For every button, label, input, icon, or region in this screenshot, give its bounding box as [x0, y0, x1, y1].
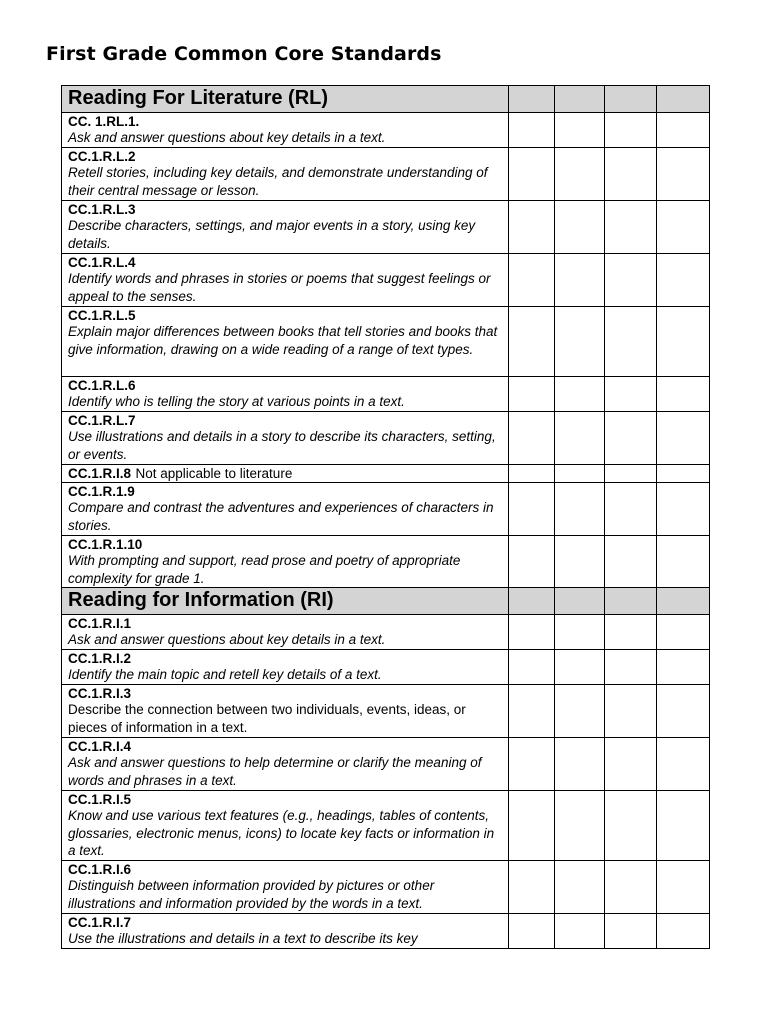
check-cell[interactable]	[555, 685, 605, 738]
check-cell[interactable]	[509, 148, 555, 201]
table-row	[62, 113, 710, 148]
check-cell[interactable]	[605, 377, 657, 412]
standard-cell	[62, 791, 509, 861]
standard-code: CC. 1.RL.1.	[68, 114, 140, 129]
standard-code: CC.1.R.I.2	[68, 651, 132, 666]
check-cell[interactable]	[509, 650, 555, 685]
standard-description: Ask and answer questions about key details in a text.	[68, 130, 386, 145]
standard-cell	[62, 201, 509, 254]
check-cell[interactable]	[555, 254, 605, 307]
standard-cell	[62, 536, 509, 588]
check-cell[interactable]	[555, 86, 605, 113]
section-heading: Reading For Literature (RL)	[62, 86, 509, 113]
check-cell[interactable]	[509, 483, 555, 536]
check-cell[interactable]	[657, 791, 710, 861]
check-cell[interactable]	[555, 465, 605, 483]
check-cell[interactable]	[605, 148, 657, 201]
standard-code: CC.1.R.L.4	[68, 255, 136, 270]
standard-code: CC.1.R.I.3	[68, 686, 132, 701]
check-cell[interactable]	[555, 588, 605, 615]
table-row	[62, 201, 710, 254]
check-cell[interactable]	[605, 483, 657, 536]
page-title: First Grade Common Core Standards	[46, 43, 442, 65]
standard-description: Identify who is telling the story at various points in a text.	[68, 394, 405, 409]
standards-table	[61, 85, 710, 949]
check-cell[interactable]	[605, 650, 657, 685]
standard-description: With prompting and support, read prose and poetry of appropriate complexity for grade 1.	[68, 553, 461, 586]
check-cell[interactable]	[605, 86, 657, 113]
standard-code: CC.1.R.L.3	[68, 202, 136, 217]
check-cell[interactable]	[509, 377, 555, 412]
check-cell[interactable]	[605, 113, 657, 148]
check-cell[interactable]	[509, 412, 555, 465]
standard-description: Compare and contrast the adventures and experiences of characters in stories.	[68, 500, 494, 533]
check-cell[interactable]	[509, 861, 555, 914]
table-row	[62, 791, 710, 861]
table-row	[62, 914, 710, 949]
check-cell[interactable]	[509, 536, 555, 588]
standard-description: Know and use various text features (e.g., headings, tables of contents, glossaries, electronic menus, icons) to locate key facts or information in a text.	[68, 808, 495, 858]
standard-cell	[62, 412, 509, 465]
standard-cell	[62, 377, 509, 412]
check-cell[interactable]	[555, 914, 605, 949]
standard-description: Retell stories, including key details, and demonstrate understanding of their central message or lesson.	[68, 165, 488, 198]
check-cell[interactable]	[555, 113, 605, 148]
check-cell[interactable]	[605, 465, 657, 483]
standard-description: Identify the main topic and retell key details of a text.	[68, 667, 382, 682]
check-cell[interactable]	[555, 791, 605, 861]
check-cell[interactable]	[657, 113, 710, 148]
standard-description: Use the illustrations and details in a text to describe its key	[68, 931, 418, 946]
check-cell[interactable]	[605, 588, 657, 615]
check-cell[interactable]	[509, 738, 555, 791]
standard-note: Not applicable to literature	[135, 466, 293, 481]
check-cell[interactable]	[657, 307, 710, 377]
check-cell[interactable]	[509, 254, 555, 307]
check-cell[interactable]	[605, 412, 657, 465]
standard-code: CC.1.R.I.7	[68, 915, 132, 930]
check-cell[interactable]	[657, 465, 710, 483]
standard-cell	[62, 650, 509, 685]
check-cell[interactable]	[555, 412, 605, 465]
check-cell[interactable]	[509, 307, 555, 377]
standard-cell	[62, 148, 509, 201]
standard-cell	[62, 465, 509, 483]
table-row	[62, 377, 710, 412]
check-cell[interactable]	[657, 86, 710, 113]
check-cell[interactable]	[605, 254, 657, 307]
standard-description: Distinguish between information provided by pictures or other illustrations and information provided by the words in a text.	[68, 878, 435, 911]
standard-cell	[62, 685, 509, 738]
check-cell[interactable]	[657, 861, 710, 914]
check-cell[interactable]	[657, 914, 710, 949]
table-row	[62, 307, 710, 377]
check-cell[interactable]	[509, 914, 555, 949]
check-cell[interactable]	[509, 113, 555, 148]
check-cell[interactable]	[605, 861, 657, 914]
check-cell[interactable]	[605, 615, 657, 650]
standard-cell	[62, 914, 509, 949]
table-row	[62, 738, 710, 791]
standard-cell	[62, 738, 509, 791]
check-cell[interactable]	[509, 86, 555, 113]
check-cell[interactable]	[555, 615, 605, 650]
table-row	[62, 483, 710, 536]
check-cell[interactable]	[657, 536, 710, 588]
check-cell[interactable]	[555, 201, 605, 254]
check-cell[interactable]	[555, 650, 605, 685]
check-cell[interactable]	[657, 148, 710, 201]
check-cell[interactable]	[605, 307, 657, 377]
standard-code: CC.1.R.L.6	[68, 378, 136, 393]
check-cell[interactable]	[555, 738, 605, 791]
table-row	[62, 685, 710, 738]
check-cell[interactable]	[605, 536, 657, 588]
table-row	[62, 254, 710, 307]
standard-description: Use illustrations and details in a story to describe its characters, setting, or events.	[68, 429, 496, 462]
standard-cell	[62, 483, 509, 536]
standard-code: CC.1.R.1.9	[68, 484, 135, 499]
check-cell[interactable]	[509, 615, 555, 650]
check-cell[interactable]	[605, 914, 657, 949]
check-cell[interactable]	[509, 791, 555, 861]
standard-cell	[62, 254, 509, 307]
standard-cell	[62, 615, 509, 650]
standard-cell	[62, 861, 509, 914]
check-cell[interactable]	[509, 465, 555, 483]
check-cell[interactable]	[509, 201, 555, 254]
check-cell[interactable]	[657, 615, 710, 650]
standard-code: CC.1.R.I.1	[68, 616, 132, 631]
standard-code: CC.1.R.I.8	[68, 466, 132, 481]
table-row	[62, 536, 710, 588]
check-cell[interactable]	[657, 201, 710, 254]
table-row	[62, 412, 710, 465]
section-header-row	[62, 588, 710, 615]
section-heading: Reading for Information (RI)	[62, 588, 509, 615]
check-cell[interactable]	[509, 685, 555, 738]
standard-description: Identify words and phrases in stories or poems that suggest feelings or appeal to the senses.	[68, 271, 491, 304]
check-cell[interactable]	[509, 588, 555, 615]
check-cell[interactable]	[657, 650, 710, 685]
standard-cell	[62, 307, 509, 377]
check-cell[interactable]	[555, 483, 605, 536]
table-row	[62, 465, 710, 483]
standard-code: CC.1.R.I.4	[68, 739, 132, 754]
check-cell[interactable]	[555, 377, 605, 412]
table-row	[62, 650, 710, 685]
table-row	[62, 615, 710, 650]
standard-description: Ask and answer questions to help determine or clarify the meaning of words and phrases in a text.	[68, 755, 482, 788]
check-cell[interactable]	[555, 148, 605, 201]
table-row	[62, 148, 710, 201]
check-cell[interactable]	[657, 483, 710, 536]
standard-description: Describe characters, settings, and major events in a story, using key details.	[68, 218, 476, 251]
check-cell[interactable]	[555, 307, 605, 377]
check-cell[interactable]	[657, 254, 710, 307]
check-cell[interactable]	[605, 791, 657, 861]
standard-description: Explain major differences between books that tell stories and books that give information, drawing on a wide reading of a range of text types.	[68, 324, 498, 357]
table-row	[62, 861, 710, 914]
check-cell[interactable]	[605, 685, 657, 738]
standard-code: CC.1.R.I.6	[68, 862, 132, 877]
standard-code: CC.1.R.1.10	[68, 537, 143, 552]
check-cell[interactable]	[657, 685, 710, 738]
standard-code: CC.1.R.L.5	[68, 308, 136, 323]
standard-code: CC.1.R.L.7	[68, 413, 136, 428]
check-cell[interactable]	[605, 201, 657, 254]
standard-code: CC.1.R.I.5	[68, 792, 132, 807]
check-cell[interactable]	[657, 412, 710, 465]
check-cell[interactable]	[555, 536, 605, 588]
standard-description: Describe the connection between two individuals, events, ideas, or pieces of information in a text.	[68, 702, 466, 735]
standard-code: CC.1.R.L.2	[68, 149, 136, 164]
check-cell[interactable]	[555, 861, 605, 914]
check-cell[interactable]	[605, 738, 657, 791]
standard-description: Ask and answer questions about key details in a text.	[68, 632, 386, 647]
check-cell[interactable]	[657, 738, 710, 791]
check-cell[interactable]	[657, 377, 710, 412]
check-cell[interactable]	[657, 588, 710, 615]
section-header-row	[62, 86, 710, 113]
standard-cell	[62, 113, 509, 148]
